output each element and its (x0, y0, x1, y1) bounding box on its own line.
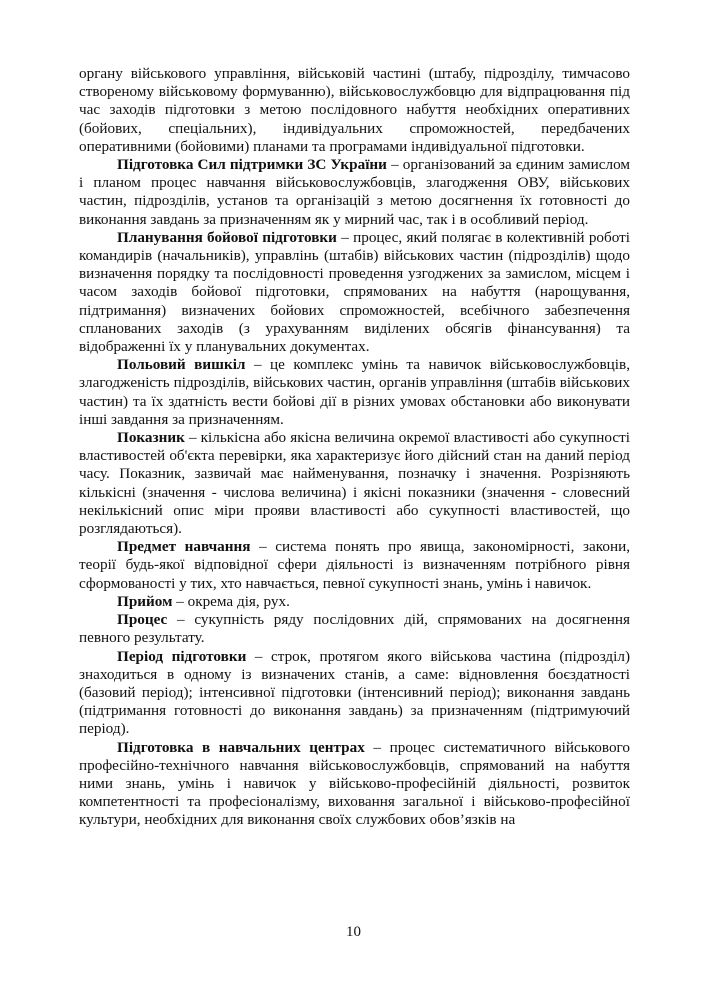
definition-term: Показник (117, 429, 185, 447)
definition-process (79, 611, 630, 647)
definition-combat-training-planning (79, 229, 630, 356)
definition-term: Планування бойової підготовки (117, 228, 337, 246)
definition-term: Період підготовки (117, 647, 247, 665)
definition-term: Прийом (117, 592, 173, 610)
definition-text: – це комплекс умінь та навичок військовослужбовців, злагодженість підрозділів, військових частин, органів управління (штабів військових частин) та їх здатність вести бойові дії в різних умовах обстановки або виконувати інші завдання за призначенням. (79, 356, 630, 428)
definition-training-centers (79, 739, 630, 830)
definition-technique (79, 593, 630, 611)
definition-term: Процес (117, 611, 168, 629)
definition-text: – строк, протягом якого військова частина (підрозділ) знаходиться в одному із визначених станів, а саме: відновлення боєздатності (базовий період); інтенсивної підготовки (інтенсивний період); виконання завдань (підтримання готовності до виконання завдань) за призначенням (підтримуючий період). (79, 647, 630, 738)
definition-indicator (79, 429, 630, 538)
definition-term: Польовий вишкіл (117, 356, 246, 374)
definition-training-period (79, 648, 630, 739)
definition-support-forces-training (79, 156, 630, 229)
definition-text: – окрема дія, рух. (172, 592, 290, 610)
paragraph-continuation (79, 65, 630, 156)
definition-text: – процес, який полягає в колективній роботі командирів (начальників), управлінь (штабів) військових частин (підрозділів) щодо визначення порядку та послідовності проведення узгоджених за замислом, місцем і часом заходів бойової підготовки, спрямованих на набуття (нарощування, підтримання) визначених бойових спроможностей, всебічного забезпечення спланованих заходів (з урахуванням виділених обсягів фінансування) та відображенні їх у планувальних документах. (79, 228, 630, 356)
definition-text: – процес систематичного військового професійно-технічного навчання військовослужбовців, спрямований на набуття ними знань, умінь і навичок у військово-професійній діяльності, розвиток компетентності та професіоналізму, виховання загальної і військово-професійної культури, необхідних для виконання своїх службових обов’язків на (79, 738, 630, 829)
definition-term: Предмет навчання (117, 538, 251, 556)
definition-subject-of-study (79, 538, 630, 593)
document-page (79, 65, 630, 830)
definition-term: Підготовка Сил підтримки ЗС України (117, 156, 387, 174)
definition-term: Підготовка в навчальних центрах (117, 738, 365, 756)
definition-text: – кількісна або якісна величина окремої властивості або сукупності властивостей об'єкта перевірки, яка характеризує його дійсний стан на даний період часу. Показник, зазвичай має найменування, позначку і значення. Розрізняють кількісні (значення - числова величина) і якісні показники (значення - словесний некількісний опис міри прояви властивості або сукупності властивостей, що розглядаються). (79, 429, 630, 538)
definition-text: – організований за єдиним замислом і планом процес навчання військовослужбовців, злагодження ОВУ, військових частин, підрозділів, установ та організацій з метою досягнення їх готовності до виконання завдань за призначенням як у мирний час, так і в особливий період. (79, 156, 630, 228)
paragraph-text: органу військового управління, військовій частині (штабу, підрозділу, тимчасово створеному військовому формуванню), військовослужбовцю для відпрацювання під час заходів підготовки з метою послідовного набуття необхідних оперативних (бойових, спеціальних), індивідуальних спроможностей, передбачених оперативними (бойовими) планами та програмами індивідуальної підготовки. (79, 65, 630, 155)
definition-text: – сукупність ряду послідовних дій, спрямованих на досягнення певного результату. (79, 611, 630, 647)
definition-text: – система понять про явища, закономірності, закони, теорії будь-якої відповідної сфери діяльності із визначенням потрібного рівня сформованості у тих, хто навчається, певної сукупності знань, умінь і навичок. (79, 538, 630, 592)
definition-field-training (79, 356, 630, 429)
page-number: 10 (346, 924, 361, 940)
